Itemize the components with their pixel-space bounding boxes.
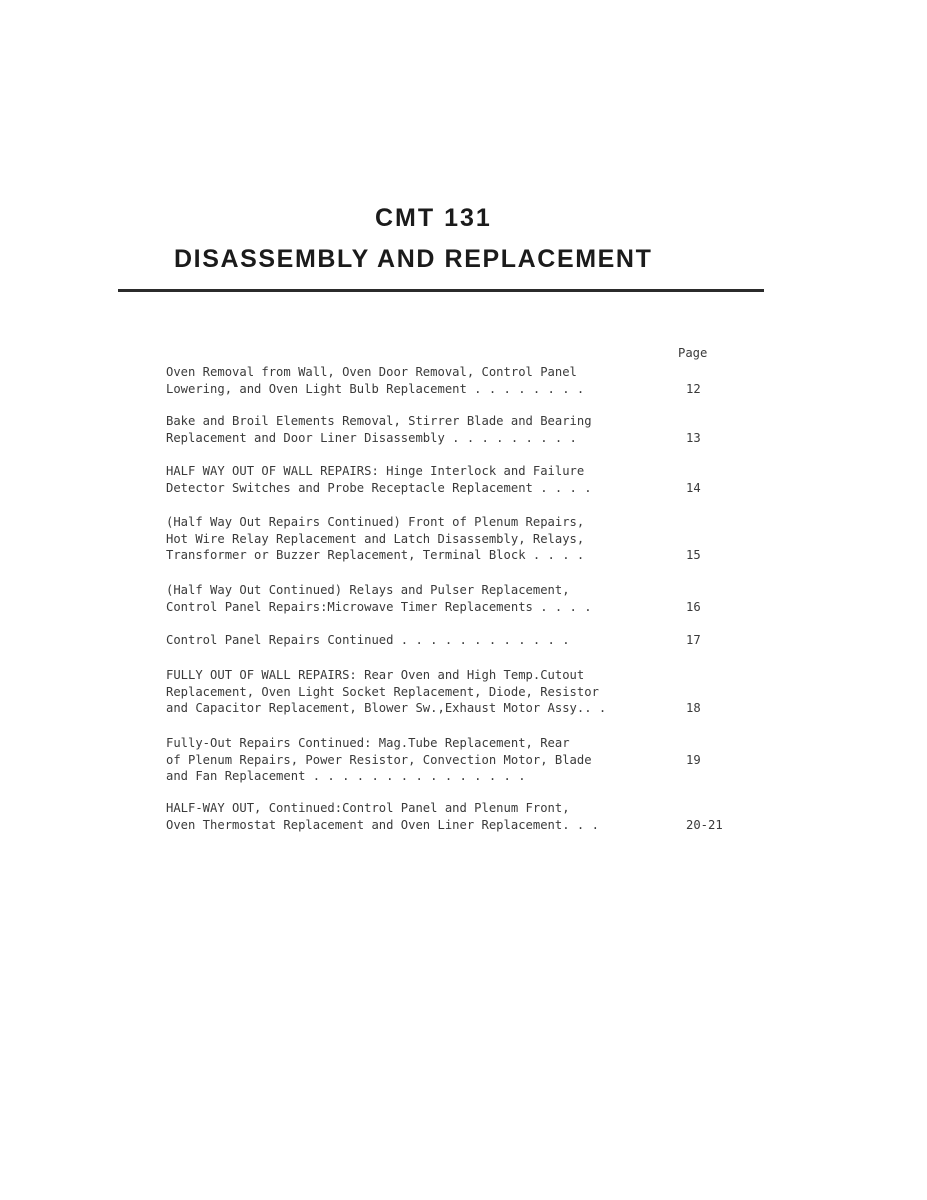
document-code: CMT 131 xyxy=(375,204,492,232)
toc-entry xyxy=(166,667,686,717)
toc-entry-line: Replacement and Door Liner Disassembly . . . . . . . . . xyxy=(166,430,577,445)
toc-entry-line: Lowering, and Oven Light Bulb Replacement . . . . . . . . xyxy=(166,381,585,396)
toc-entry-line: Oven Removal from Wall, Oven Door Removal, Control Panel xyxy=(166,365,577,379)
toc-page-number: 18 xyxy=(686,701,701,715)
toc-page-number: 15 xyxy=(686,548,701,562)
toc-entry-line: Oven Thermostat Replacement and Oven Liner Replacement. . . xyxy=(166,817,599,832)
toc-entry-line: Hot Wire Relay Replacement and Latch Disassembly, Relays, xyxy=(166,531,585,546)
toc-entry-line: and Fan Replacement . . . . . . . . . . . . . . . xyxy=(166,769,526,783)
toc-entry xyxy=(166,463,686,496)
page-column-header: Page xyxy=(678,346,708,360)
toc-entry xyxy=(166,800,686,833)
toc-entry-line: Control Panel Repairs Continued . . . . . . . . . . . . xyxy=(166,633,570,647)
title-divider xyxy=(118,289,764,292)
toc-entry-line: Transformer or Buzzer Replacement, Terminal Block . . . . xyxy=(166,548,585,562)
toc-entry xyxy=(166,413,686,446)
toc-entry xyxy=(166,582,686,615)
toc-entry-line: HALF WAY OUT OF WALL REPAIRS: Hinge Interlock and Failure xyxy=(166,464,585,478)
toc-page-number: 16 xyxy=(686,599,701,614)
toc-page-number: 19 xyxy=(686,752,701,767)
toc-entry-line: Replacement, Oven Light Socket Replacement, Diode, Resistor xyxy=(166,684,599,699)
toc-entry-line: Fully-Out Repairs Continued: Mag.Tube Replacement, Rear xyxy=(166,736,570,750)
toc-entry-line: HALF-WAY OUT, Continued:Control Panel and Plenum Front, xyxy=(166,801,570,815)
toc-entry xyxy=(166,364,686,397)
toc-entry-line: Bake and Broil Elements Removal, Stirrer Blade and Bearing xyxy=(166,414,592,428)
toc-entry-line: FULLY OUT OF WALL REPAIRS: Rear Oven and High Temp.Cutout xyxy=(166,668,585,682)
toc-page-number: 12 xyxy=(686,381,701,396)
toc-entry-line: (Half Way Out Repairs Continued) Front of Plenum Repairs, xyxy=(166,515,585,529)
toc-page-number: 20-21 xyxy=(686,817,723,832)
toc-page-number: 13 xyxy=(686,430,701,445)
toc-page-number: 14 xyxy=(686,480,701,495)
toc-entry-line: Control Panel Repairs:Microwave Timer Replacements . . . . xyxy=(166,599,592,614)
toc-entry-line: and Capacitor Replacement, Blower Sw.,Exhaust Motor Assy.. . xyxy=(166,701,607,715)
toc-entry-line: (Half Way Out Continued) Relays and Pulser Replacement, xyxy=(166,583,570,597)
toc-entry xyxy=(166,514,686,564)
toc-entry-line: Detector Switches and Probe Receptacle Replacement . . . . xyxy=(166,480,592,495)
toc-entry xyxy=(166,632,686,649)
document-title: DISASSEMBLY AND REPLACEMENT xyxy=(174,245,653,273)
toc-entry xyxy=(166,735,686,785)
toc-entry-line: of Plenum Repairs, Power Resistor, Convection Motor, Blade xyxy=(166,752,592,767)
toc-page-number: 17 xyxy=(686,633,701,647)
